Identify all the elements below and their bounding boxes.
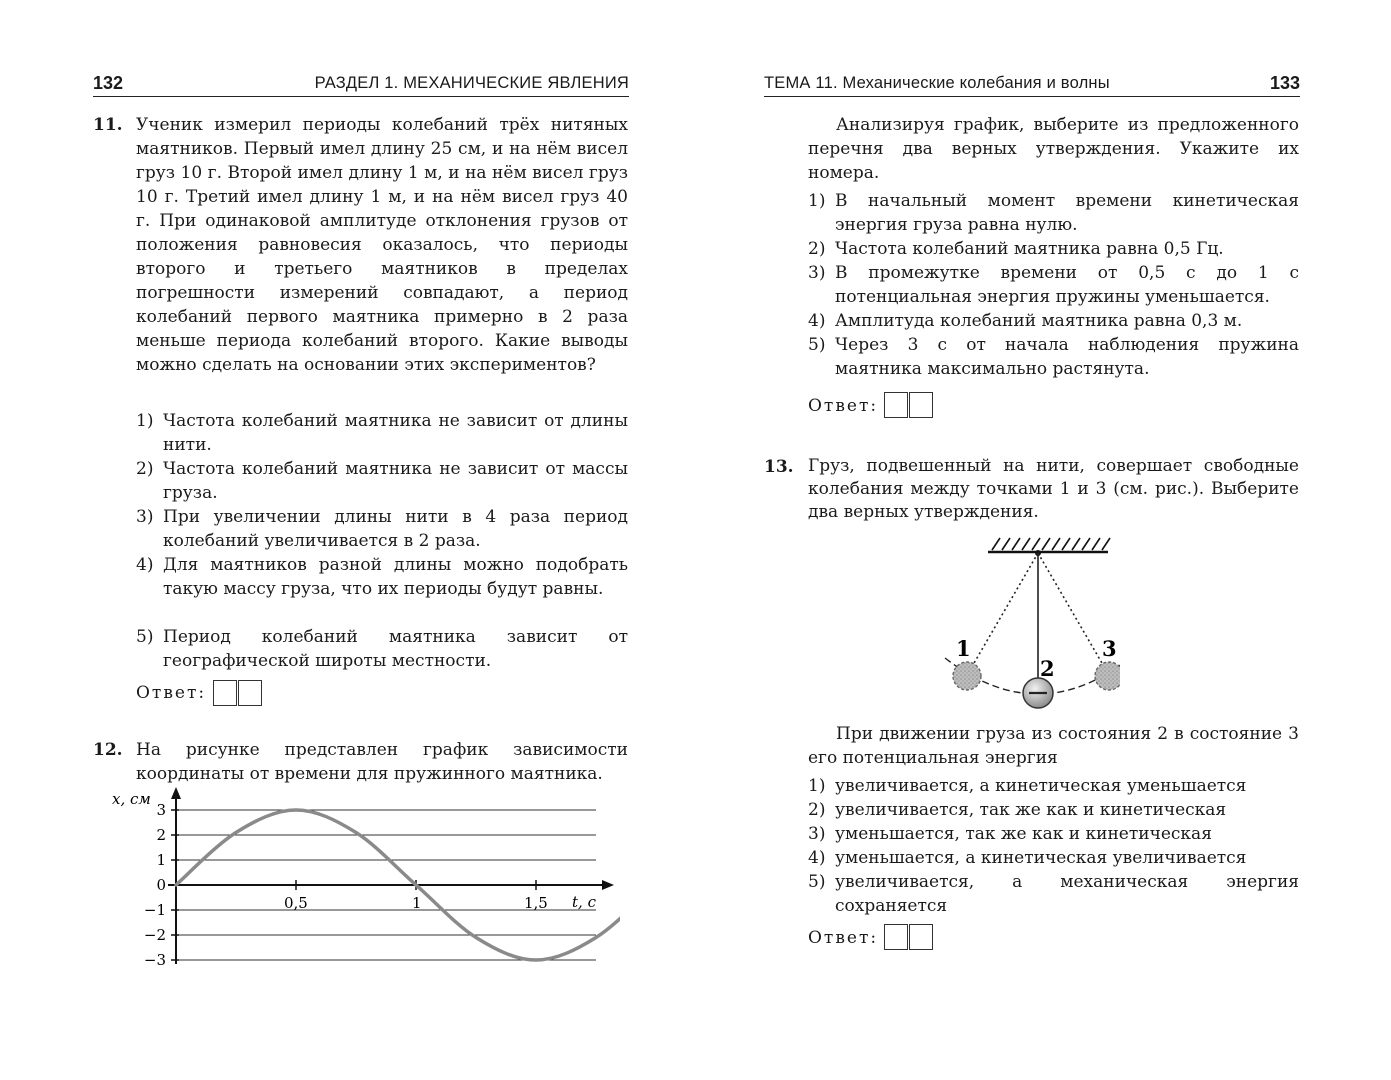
q11-answer-box-1[interactable] bbox=[213, 680, 237, 706]
question-11-text: Ученик измерил периоды колебаний трёх нитяных маятников. Первый имел длину 25 см, и на нём висел груз 10 г. Второй имел длину 1 м, и на нём висел груз 10 г. Третий имел длину 1 м, и на нём висел груз 40 г. При одинаковой амплитуде отклонения грузов от положения равновесия оказалось, что периоды второго и третьего маятников в пределах погрешности измерений совпадают, а период колебаний первого маятника примерно в 2 раза меньше периода колебаний второго. Какие выводы можно сделать на основании этих экспериментов? bbox=[136, 115, 628, 375]
ball-position-1 bbox=[953, 662, 981, 690]
string-position-3 bbox=[1038, 553, 1106, 670]
y-tick-label: −2 bbox=[143, 926, 166, 944]
q11-option-2: 2) Частота колебаний маятника не зависит от массы груза. bbox=[136, 459, 628, 503]
left-running-header bbox=[93, 70, 629, 97]
question-13-text: Груз, подвешенный на нити, совершает свободные колебания между точками 1 и 3 (см. рис.). Выберите два верных утверждения. bbox=[808, 456, 1299, 522]
q11-option-4: 4) Для маятников разной длины можно подобрать такую массу груза, что их периоды будут равны. bbox=[136, 555, 628, 599]
topic-title: ТЕМА 11. Механические колебания и волны bbox=[764, 74, 1110, 92]
q11-option-1: 1) Частота колебаний маятника не зависит от длины нити. bbox=[136, 411, 628, 455]
q11-answer-label: Ответ: bbox=[136, 683, 207, 703]
right-running-header bbox=[764, 70, 1300, 97]
q12-answer-label: Ответ: bbox=[808, 396, 879, 416]
question-13-number: 13. bbox=[764, 457, 794, 477]
q13-question: При движении груза из состояния 2 в состояние 3 его потенциальная энергия bbox=[808, 724, 1299, 768]
string-position-1 bbox=[970, 553, 1038, 670]
position-label-1: 1 bbox=[956, 636, 971, 661]
q12-answer-box-1[interactable] bbox=[884, 392, 908, 418]
q13-option-3: 3) уменьшается, так же как и кинетическая bbox=[808, 824, 1212, 844]
q13-answer-label: Ответ: bbox=[808, 928, 879, 948]
y-axis-arrow bbox=[171, 787, 181, 799]
y-tick-label: 1 bbox=[156, 851, 166, 869]
section-title: РАЗДЕЛ 1. МЕХАНИЧЕСКИЕ ЯВЛЕНИЯ bbox=[314, 74, 629, 92]
y-tick-label: 3 bbox=[156, 801, 166, 819]
q13-option-5: 5) увеличивается, а механическая энергия сохраняется bbox=[808, 872, 1299, 916]
q12-answer-box-2[interactable] bbox=[909, 392, 933, 418]
x-axis-title: t, с bbox=[572, 893, 596, 911]
x-tick-label: 0,5 bbox=[284, 894, 308, 912]
q13-option-4: 4) уменьшается, а кинетическая увеличивается bbox=[808, 848, 1247, 868]
x-tick-label: 1 bbox=[412, 894, 422, 912]
x-tick-label: 1,5 bbox=[524, 894, 548, 912]
y-tick-label: −1 bbox=[143, 901, 166, 919]
q12-option-2: 2) Частота колебаний маятника равна 0,5 Гц. bbox=[808, 239, 1224, 259]
q13-option-1: 1) увеличивается, а кинетическая уменьшается bbox=[808, 776, 1247, 796]
question-11-number: 11. bbox=[93, 115, 123, 135]
question-12-number: 12. bbox=[93, 740, 123, 760]
q11-option-3: 3) При увеличении длины нити в 4 раза период колебаний увеличивается в 2 раза. bbox=[136, 507, 628, 551]
page-number-left: 132 bbox=[93, 73, 124, 93]
q12-option-3: 3) В промежутке времени от 0,5 с до 1 с потенциальная энергия пружины уменьшается. bbox=[808, 263, 1299, 307]
y-tick-label: −3 bbox=[143, 951, 166, 969]
ball-position-3 bbox=[1095, 662, 1120, 690]
position-label-3: 3 bbox=[1102, 636, 1117, 661]
chart-labels bbox=[112, 790, 620, 969]
y-tick-label: 2 bbox=[156, 826, 166, 844]
chart-axes bbox=[168, 787, 620, 964]
y-axis-title: x, см bbox=[112, 790, 151, 808]
q12-option-1: 1) В начальный момент времени кинетическая энергия груза равна нулю. bbox=[808, 191, 1299, 235]
question-12-text: На рисунке представлен график зависимости координаты от времени для пружинного маятника. bbox=[136, 740, 628, 784]
pendulum-figure bbox=[940, 530, 1120, 710]
q11-answer-box-2[interactable] bbox=[238, 680, 262, 706]
x-axis-arrow bbox=[602, 880, 614, 890]
q13-answer-box-1[interactable] bbox=[884, 924, 908, 950]
displacement-time-chart bbox=[100, 785, 620, 975]
q12-option-4: 4) Амплитуда колебаний маятника равна 0,3 м. bbox=[808, 311, 1243, 331]
ceiling-hatch bbox=[992, 538, 1110, 550]
q13-answer-box-2[interactable] bbox=[909, 924, 933, 950]
q12-instruction: Анализируя график, выберите из предложенного перечня два верных утверждения. Укажите их номера. bbox=[808, 115, 1299, 183]
page-number-right: 133 bbox=[1269, 73, 1300, 93]
origin-label: 0 bbox=[156, 876, 166, 894]
q13-option-2: 2) увеличивается, так же как и кинетическая bbox=[808, 800, 1227, 820]
q11-option-5: 5) Период колебаний маятника зависит от географической широты местности. bbox=[136, 627, 628, 671]
position-label-2: 2 bbox=[1040, 656, 1055, 681]
q12-option-5: 5) Через 3 с от начала наблюдения пружина маятника максимально растянута. bbox=[808, 335, 1299, 379]
